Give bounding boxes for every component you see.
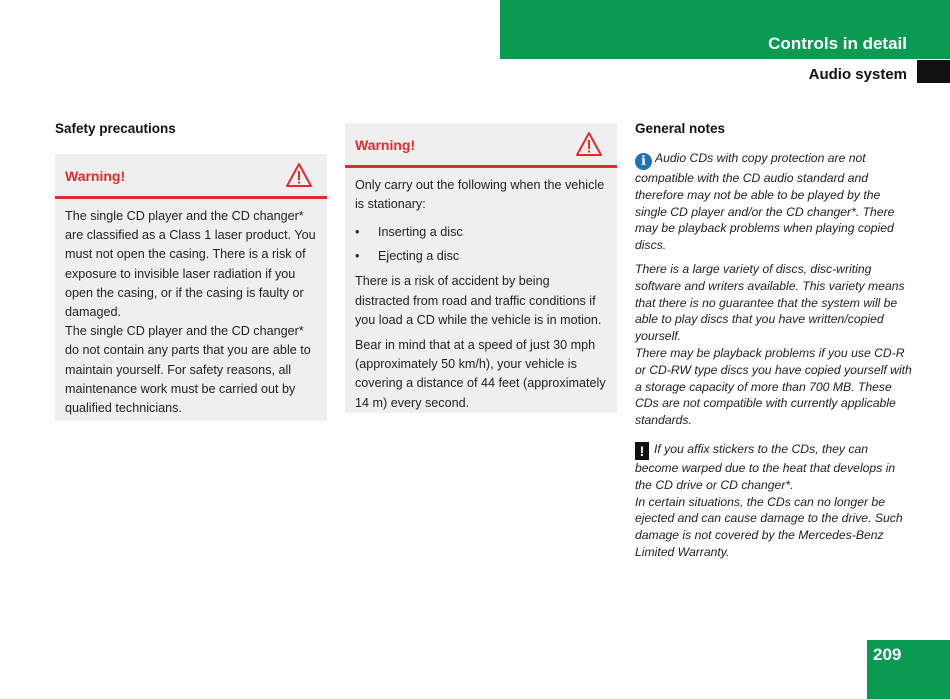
warning-title: Warning!: [65, 168, 126, 184]
note-paragraph: In certain situations, the CDs can no longer be ejected and can cause damage to the drive. Such damage is not covered by the Mercedes-Benz Limited Warranty.: [635, 494, 903, 559]
info-note-text: Audio CDs with copy protection are not compatible with the CD audio standard and therefore may not be able to be played by the single CD player and/or the CD changer*. There may be playback problems when playing copied discs.: [635, 151, 895, 253]
general-notes: [635, 150, 912, 561]
warning-intro: Only carry out the following when the vehicle is stationary:: [355, 178, 605, 212]
subsection-title: Audio system: [808, 66, 907, 83]
list-item: • Inserting a disc: [355, 220, 607, 244]
caution-icon: !: [635, 442, 649, 460]
warning-paragraph: Bear in mind that at a speed of just 30 mph (approximately 50 km/h), your vehicle is covering a distance of 44 feet (approximately 14 m) every second.: [355, 338, 606, 410]
warning-header: [345, 123, 617, 168]
info-note: [635, 150, 912, 254]
caution-note-text: If you affix stickers to the CDs, they can become warped due to the heat that develops in the CD drive or CD changer*.: [635, 441, 896, 492]
warning-body: [55, 199, 327, 426]
warning-paragraph: The single CD player and the CD changer* are classified as a Class 1 laser product. You must not open the casing. There is a risk of exposure to invisible laser radiation if you open the casing, or if the casing is faulty or damaged.: [65, 209, 316, 320]
info-icon: i: [635, 153, 652, 170]
subsection-marker: [917, 60, 950, 83]
bullet-list: [355, 220, 607, 268]
warning-header: [55, 154, 327, 199]
note-paragraph: There may be playback problems if you use CD-R or CD-RW type discs you have copied yourself with a storage capacity of more than 700 MB. These CDs are not compatible with currently applicable standards.: [635, 345, 912, 428]
warning-body: [345, 168, 617, 421]
safety-precautions-heading: Safety precautions: [55, 121, 176, 136]
warning-paragraph: The single CD player and the CD changer* do not contain any parts that you are able to maintain yourself. For safety reasons, all maintenance work must be carried out by qualified technicians.: [65, 324, 311, 416]
warning-triangle-icon: [575, 131, 603, 157]
page-number: 209: [873, 645, 902, 664]
caution-note: [635, 441, 912, 494]
warning-box-stationary: [345, 123, 617, 413]
section-title: Controls in detail: [768, 34, 907, 53]
general-notes-heading: General notes: [635, 121, 726, 136]
warning-paragraph: There is a risk of accident by being distracted from road and traffic conditions if you load a CD while the vehicle is in motion.: [355, 274, 602, 327]
warning-box-laser: [55, 154, 327, 421]
list-item: • Ejecting a disc: [355, 244, 607, 268]
warning-title: Warning!: [355, 137, 416, 153]
header-bar: [500, 0, 950, 59]
warning-triangle-icon: [285, 162, 313, 188]
page-number-box: [867, 640, 950, 699]
note-paragraph: There is a large variety of discs, disc-writing software and writers available. This variety means that there is no guarantee that the system will be able to play discs that you have written/copied yourself.: [635, 261, 905, 344]
